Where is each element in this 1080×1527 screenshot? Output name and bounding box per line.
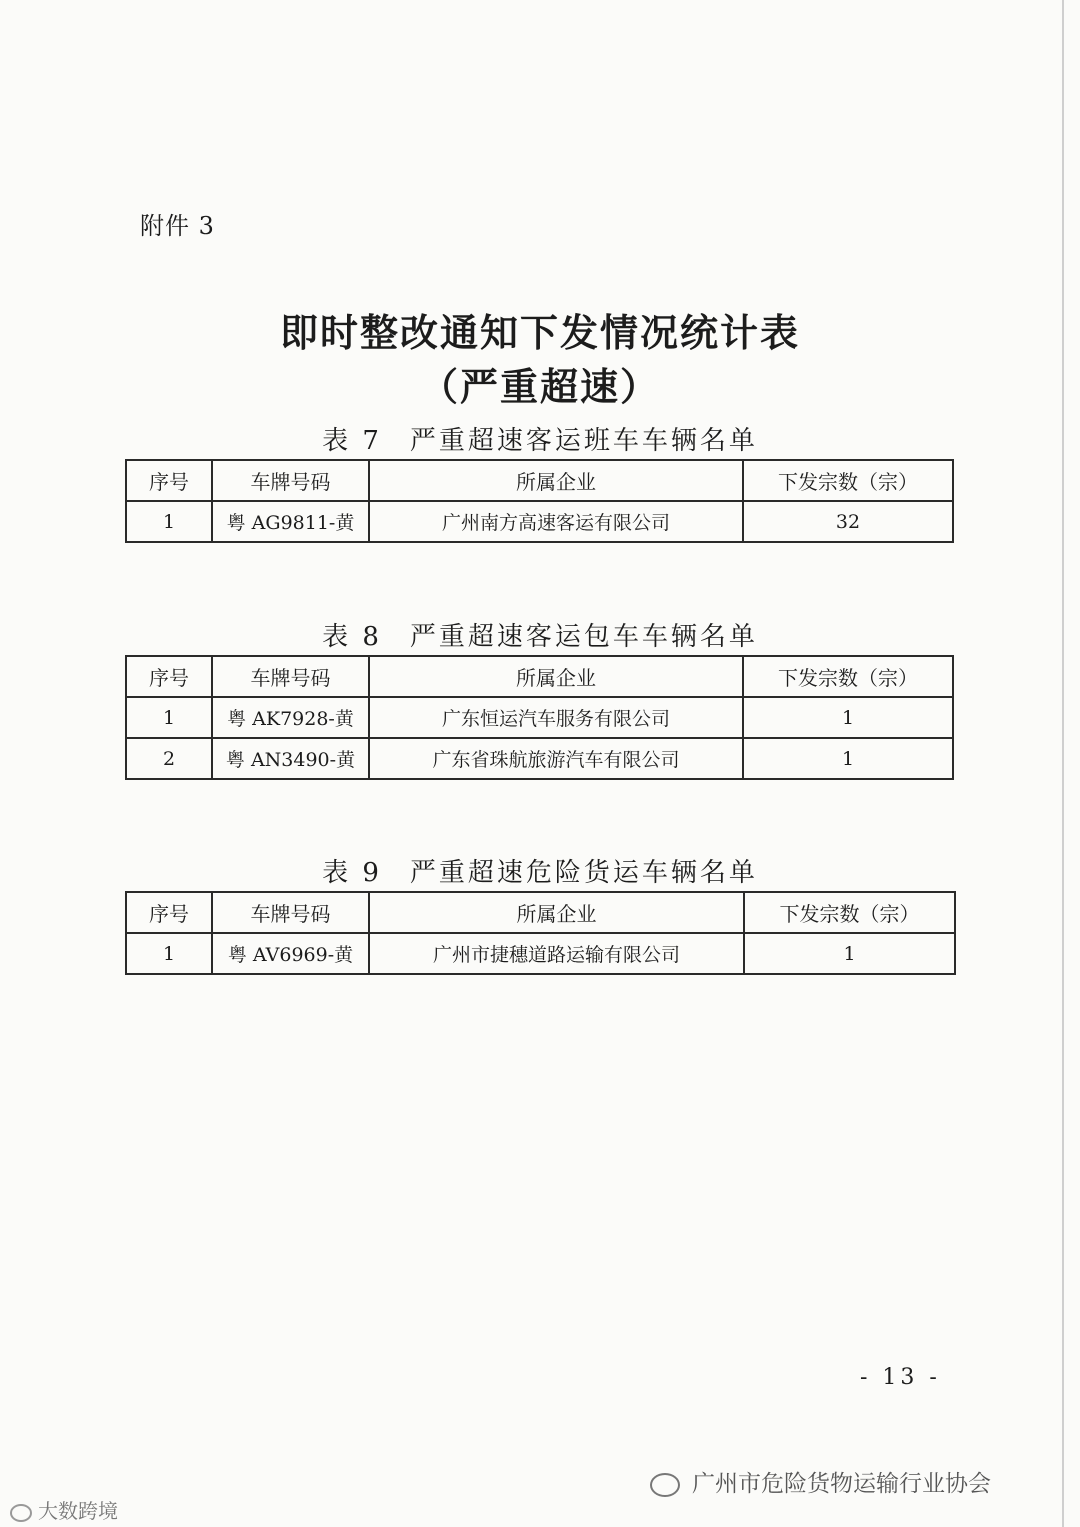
cell-plate: 粤 AG9811-黄 xyxy=(212,501,369,542)
cell-company: 广州南方高速客运有限公司 xyxy=(369,501,743,542)
table-7-caption-text: 严重超速客运班车车辆名单 xyxy=(409,426,758,456)
table-7-caption xyxy=(0,420,1080,457)
table-9-caption-text: 严重超速危险货运车辆名单 xyxy=(409,858,758,888)
table-8-caption xyxy=(0,616,1080,653)
header-plate: 车牌号码 xyxy=(212,460,369,501)
cell-company: 广东省珠航旅游汽车有限公司 xyxy=(369,738,743,779)
table-header-row xyxy=(126,656,953,697)
cell-count: 32 xyxy=(743,501,953,542)
header-index: 序号 xyxy=(126,460,212,501)
table-7-caption-number: 表 7 xyxy=(322,426,382,456)
wechat-icon xyxy=(650,1473,680,1497)
cell-index: 2 xyxy=(126,738,212,779)
cell-count: 1 xyxy=(743,738,953,779)
table-row xyxy=(126,738,953,779)
table-8-caption-number: 表 8 xyxy=(322,622,382,652)
header-company: 所属企业 xyxy=(369,460,743,501)
page-edge xyxy=(1062,0,1064,1527)
table-header-row xyxy=(126,460,953,501)
cell-index: 1 xyxy=(126,697,212,738)
page-number: - 13 - xyxy=(860,1365,941,1390)
table-row xyxy=(126,501,953,542)
header-index: 序号 xyxy=(126,892,212,933)
header-plate: 车牌号码 xyxy=(212,892,369,933)
cell-count: 1 xyxy=(744,933,955,974)
table-header-row xyxy=(126,892,955,933)
document-subtitle: （严重超速） xyxy=(419,364,660,409)
table-9-caption-number: 表 9 xyxy=(322,858,382,888)
cell-index: 1 xyxy=(126,933,212,974)
header-index: 序号 xyxy=(126,656,212,697)
footer-account-name: 广州市危险货物运输行业协会 xyxy=(692,1471,991,1497)
cell-plate: 粤 AK7928-黄 xyxy=(212,697,369,738)
table-9-caption xyxy=(0,852,1080,889)
header-count: 下发宗数（宗） xyxy=(743,656,953,697)
table-row xyxy=(126,933,955,974)
footer-watermark-text: 大数跨境 xyxy=(38,1499,118,1523)
document-title: 即时整改通知下发情况统计表 xyxy=(279,310,800,355)
table-8 xyxy=(125,655,954,780)
table-row xyxy=(126,697,953,738)
header-plate: 车牌号码 xyxy=(212,656,369,697)
table-9 xyxy=(125,891,956,975)
table-7 xyxy=(125,459,954,543)
watermark-logo-icon xyxy=(10,1504,32,1522)
header-count: 下发宗数（宗） xyxy=(743,460,953,501)
cell-count: 1 xyxy=(743,697,953,738)
header-company: 所属企业 xyxy=(369,656,743,697)
cell-plate: 粤 AN3490-黄 xyxy=(212,738,369,779)
cell-index: 1 xyxy=(126,501,212,542)
footer-account[interactable] xyxy=(650,1465,991,1498)
cell-plate: 粤 AV6969-黄 xyxy=(212,933,369,974)
cell-company: 广州市捷穗道路运输有限公司 xyxy=(369,933,744,974)
attachment-label: 附件 3 xyxy=(140,212,215,240)
table-8-caption-text: 严重超速客运包车车辆名单 xyxy=(409,622,758,652)
cell-company: 广东恒运汽车服务有限公司 xyxy=(369,697,743,738)
footer-watermark xyxy=(10,1495,118,1524)
header-count: 下发宗数（宗） xyxy=(744,892,955,933)
header-company: 所属企业 xyxy=(369,892,744,933)
